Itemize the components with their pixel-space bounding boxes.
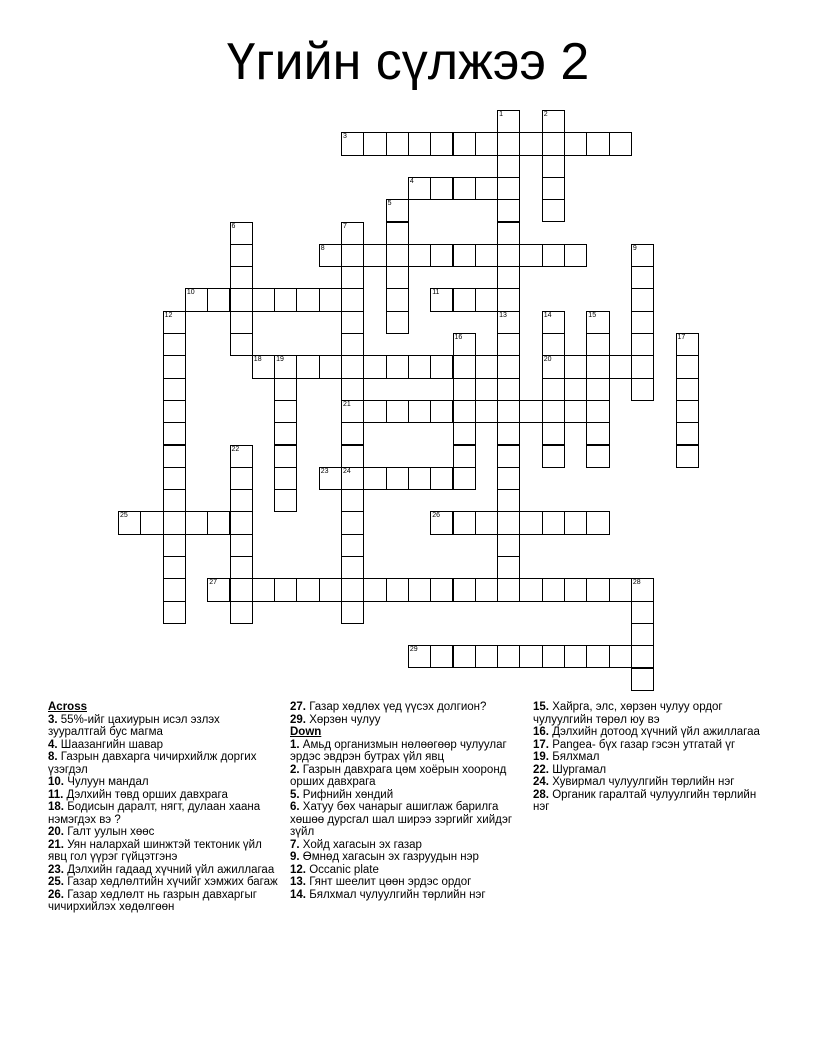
grid-cell (163, 400, 186, 423)
grid-cell (386, 288, 409, 311)
grid-cell (408, 244, 431, 267)
grid-cell (497, 422, 520, 445)
grid-cell (163, 556, 186, 579)
grid-cell (475, 400, 498, 423)
grid-cell (586, 311, 609, 334)
grid-cell (542, 333, 565, 356)
grid-cell (586, 378, 609, 401)
grid-cell (586, 645, 609, 668)
grid-cell (163, 311, 186, 334)
grid-cell (430, 177, 453, 200)
grid-cell (542, 355, 565, 378)
grid-cell (163, 378, 186, 401)
grid-cell (519, 400, 542, 423)
across-clue: 10. Чулуун мандал (48, 776, 149, 788)
grid-cell (453, 445, 476, 468)
grid-cell (230, 222, 253, 245)
grid-cell (430, 578, 453, 601)
grid-cell (386, 199, 409, 222)
grid-cell (430, 511, 453, 534)
clue-number: 24 (343, 467, 351, 475)
grid-cell (386, 355, 409, 378)
grid-cell (453, 333, 476, 356)
grid-cell (230, 311, 253, 334)
grid-cell (341, 400, 364, 423)
across-clue: 26. Газар хөдлөлт нь газрын давхаргыг чичирхийлэх хөдөлгөөн (48, 888, 257, 913)
grid-cell (185, 511, 208, 534)
grid-cell (341, 266, 364, 289)
grid-cell (453, 378, 476, 401)
across-clue: 4. Шаазангийн шавар (48, 738, 163, 751)
clue-number: 28 (632, 579, 641, 587)
grid-cell (564, 578, 587, 601)
grid-cell (497, 266, 520, 289)
grid-cell (341, 222, 364, 245)
grid-cell (453, 467, 476, 490)
down-clue: 22. Шургамал (533, 763, 607, 776)
grid-cell (430, 355, 453, 378)
grid-cell (341, 288, 364, 311)
grid-cell (609, 578, 632, 601)
grid-cell (542, 132, 565, 155)
grid-cell (497, 400, 520, 423)
grid-cell (519, 244, 542, 267)
across-clue: 3. 55%-ийг цахиурын исэл эзлэх зууралтгай бус магма (48, 713, 220, 738)
grid-cell (408, 578, 431, 601)
grid-cell (430, 132, 453, 155)
clue-number: 16 (454, 334, 463, 341)
grid-cell (430, 288, 453, 311)
grid-cell (408, 355, 431, 378)
grid-cell (363, 400, 386, 423)
grid-cell (453, 422, 476, 445)
grid-cell (274, 288, 297, 311)
grid-cell (586, 400, 609, 423)
grid-cell (453, 132, 476, 155)
grid-cell (341, 333, 364, 356)
grid-cell (564, 400, 587, 423)
clue-number: 21 (343, 400, 351, 408)
across-clue: 8. Газрын давхарга чичирхийлж доргих үзэгдэл (48, 751, 257, 776)
down-clue: 16. Дэлхийн дотоод хүчний үйл ажиллагаа (533, 726, 760, 738)
grid-cell (408, 177, 431, 200)
grid-cell (542, 378, 565, 401)
clue-number: 27 (209, 579, 217, 587)
clue-number: 14 (543, 311, 552, 319)
grid-cell (363, 467, 386, 490)
grid-cell (453, 400, 476, 423)
grid-cell (542, 511, 565, 534)
grid-cell (230, 333, 253, 356)
grid-cell (163, 489, 186, 512)
grid-cell (542, 177, 565, 200)
grid-cell (519, 511, 542, 534)
grid-cell (519, 132, 542, 155)
grid-cell (631, 668, 654, 691)
across-clue: 18. Бодисын даралт, нягт, дулаан хаана нэмэгдэх вэ ? (48, 801, 261, 826)
clue-number: 15 (588, 311, 597, 319)
page-title: Үгийн сүлжээ 2 (226, 33, 590, 91)
clue-number: 13 (499, 311, 507, 319)
grid-cell (319, 578, 342, 601)
grid-cell (564, 244, 587, 267)
grid-cell (542, 400, 565, 423)
clue-number: 3 (343, 133, 347, 141)
grid-cell (676, 378, 699, 401)
grid-cell (631, 355, 654, 378)
grid-cell (319, 288, 342, 311)
grid-cell (252, 578, 275, 601)
grid-cell (631, 623, 654, 646)
grid-cell (274, 378, 297, 401)
grid-cell (430, 467, 453, 490)
grid-cell (475, 511, 498, 534)
grid-cell (631, 288, 654, 311)
grid-cell (542, 578, 565, 601)
grid-cell (163, 467, 186, 490)
clue-number: 22 (231, 445, 240, 453)
grid-cell (274, 445, 297, 468)
grid-cell (230, 288, 253, 311)
grid-cell (296, 288, 319, 311)
clue-number: 19 (276, 356, 284, 364)
grid-cell (542, 445, 565, 468)
grid-cell (341, 534, 364, 557)
grid-cell (341, 378, 364, 401)
grid-cell (497, 177, 520, 200)
grid-cell (363, 244, 386, 267)
grid-cell (475, 177, 498, 200)
across-header: Across (48, 701, 87, 713)
grid-cell (497, 244, 520, 267)
clue-number: 26 (432, 512, 440, 520)
grid-cell (564, 355, 587, 378)
clue-number: 20 (543, 356, 552, 364)
across-clue: 23. Дэлхийн гадаад хүчний үйл ажиллагаа (48, 863, 275, 876)
grid-cell (230, 244, 253, 267)
grid-cell (341, 511, 364, 534)
grid-cell (609, 355, 632, 378)
across-clue: 11. Дэлхийн төвд орших давхрага (48, 788, 228, 801)
grid-cell (319, 467, 342, 490)
clue-number: 8 (320, 244, 325, 252)
grid-cell (676, 355, 699, 378)
grid-cell (631, 378, 654, 401)
grid-cell (207, 578, 230, 601)
grid-cell (386, 400, 409, 423)
grid-cell (497, 311, 520, 334)
clue-number: 7 (343, 222, 347, 230)
grid-cell (274, 578, 297, 601)
down-clue: 19. Бялхмал (533, 751, 600, 763)
grid-cell (586, 422, 609, 445)
clues-column-2 (290, 701, 522, 901)
down-clue: 5. Рифнийн хөндий (290, 788, 394, 801)
clues-column-3 (533, 701, 773, 814)
grid-cell (341, 311, 364, 334)
grid-cell (676, 445, 699, 468)
grid-cell (609, 645, 632, 668)
clue-number: 5 (387, 200, 392, 208)
grid-cell (453, 578, 476, 601)
clue-number: 11 (432, 289, 440, 297)
across-clue: 20. Галт уулын хөөс (48, 826, 155, 838)
grid-cell (207, 511, 230, 534)
down-clue: 13. Гянт шеелит цөөн эрдэс ордог (290, 876, 472, 888)
grid-cell (676, 400, 699, 423)
grid-cell (386, 578, 409, 601)
grid-cell (631, 244, 654, 267)
grid-cell (118, 511, 141, 534)
grid-cell (185, 288, 208, 311)
grid-cell (453, 511, 476, 534)
grid-cell (497, 378, 520, 401)
down-clue: 12. Occanic plate (290, 863, 379, 876)
grid-cell (408, 467, 431, 490)
grid-cell (676, 422, 699, 445)
grid-cell (542, 244, 565, 267)
grid-cell (296, 355, 319, 378)
grid-cell (453, 288, 476, 311)
grid-cell (230, 601, 253, 624)
grid-cell (274, 467, 297, 490)
grid-cell (475, 244, 498, 267)
grid-cell (586, 511, 609, 534)
grid-cell (386, 311, 409, 334)
clue-number: 4 (409, 177, 414, 185)
clue-number: 9 (632, 244, 637, 252)
down-clue: 17. Pangea- бүх газар гэсэн утгатай үг (533, 738, 736, 751)
clue-number: 2 (543, 111, 548, 118)
grid-cell (542, 645, 565, 668)
grid-cell (140, 511, 163, 534)
grid-cell (163, 578, 186, 601)
down-clue: 6. Хатуу бөх чанарыг ашиглаж барилга хөшөө дурсгал шал ширээ зэргийг хийдэг зүйл (290, 801, 513, 838)
down-header: Down (290, 726, 322, 738)
grid-cell (408, 132, 431, 155)
grid-cell (163, 355, 186, 378)
grid-cell (453, 177, 476, 200)
grid-cell (497, 132, 520, 155)
grid-cell (497, 467, 520, 490)
grid-cell (497, 155, 520, 178)
down-clue: 7. Хойд хагасын эх газар (290, 838, 422, 851)
grid-cell (564, 132, 587, 155)
grid-cell (497, 288, 520, 311)
grid-cell (475, 645, 498, 668)
grid-cell (341, 132, 364, 155)
grid-cell (163, 333, 186, 356)
grid-cell (497, 110, 520, 133)
grid-cell (475, 355, 498, 378)
grid-cell (230, 578, 253, 601)
grid-cell (542, 110, 565, 133)
grid-cell (430, 400, 453, 423)
grid-cell (230, 445, 253, 468)
grid-cell (274, 489, 297, 512)
clue-number: 23 (320, 467, 329, 475)
grid-cell (430, 244, 453, 267)
grid-cell (341, 556, 364, 579)
clue-number: 12 (164, 311, 173, 319)
grid-cell (386, 222, 409, 245)
grid-cell (341, 355, 364, 378)
grid-cell (586, 333, 609, 356)
grid-cell (163, 445, 186, 468)
grid-cell (475, 132, 498, 155)
grid-cell (230, 489, 253, 512)
grid-cell (341, 467, 364, 490)
down-clue: 24. Хувирмал чулуулгийн төрлийн нэг (533, 776, 735, 788)
clue-number: 10 (186, 289, 195, 297)
down-clue: 9. Өмнөд хагасын эх газруудын нэр (290, 851, 479, 863)
grid-cell (542, 199, 565, 222)
grid-cell (497, 578, 520, 601)
clue-number: 17 (677, 334, 686, 341)
grid-cell (341, 244, 364, 267)
grid-cell (631, 578, 654, 601)
grid-cell (341, 422, 364, 445)
grid-cell (230, 534, 253, 557)
grid-cell (363, 355, 386, 378)
grid-cell (631, 311, 654, 334)
grid-cell (497, 445, 520, 468)
grid-cell (453, 645, 476, 668)
across-clue: 21. Уян налархай шинжтэй тектоник үйл явц гол үүрэг гүйцэтгэнэ (48, 838, 262, 863)
grid-cell (230, 511, 253, 534)
grid-cell (542, 311, 565, 334)
grid-cell (453, 244, 476, 267)
down-clue: 15. Хайрга, элс, хөрзөн чулуу ордог чулуулгийн төрөл юу вэ (533, 701, 723, 726)
grid-cell (497, 222, 520, 245)
down-clue: 2. Газрын давхрага цөм хоёрын хооронд орших давхрага (290, 763, 507, 788)
grid-cell (386, 266, 409, 289)
grid-cell (163, 534, 186, 557)
grid-cell (631, 333, 654, 356)
grid-cell (408, 400, 431, 423)
grid-cell (519, 645, 542, 668)
grid-cell (386, 244, 409, 267)
grid-cell (252, 288, 275, 311)
grid-cell (341, 489, 364, 512)
grid-cell (631, 645, 654, 668)
down-clue: 14. Бялхмал чулуулгийн төрлийн нэг (290, 888, 486, 901)
grid-cell (475, 288, 498, 311)
grid-cell (453, 355, 476, 378)
grid-cell (497, 333, 520, 356)
grid-cell (676, 333, 699, 356)
across-clue: 27. Газар хөдлөх үед үүсэх долгион? (290, 701, 487, 713)
grid-cell (497, 355, 520, 378)
grid-cell (341, 601, 364, 624)
grid-cell (163, 601, 186, 624)
grid-cell (341, 445, 364, 468)
down-clue: 1. Амьд организмын нөлөөгөөр чулуулаг эрдэс эвдрэн бутрах үйл явц (290, 738, 507, 763)
across-clue: 25. Газар хөдлөлтийн хүчийг хэмжих багаж (48, 876, 278, 888)
grid-cell (274, 400, 297, 423)
grid-cell (163, 422, 186, 445)
grid-cell (497, 534, 520, 557)
clue-number: 25 (120, 512, 128, 520)
grid-cell (341, 578, 364, 601)
grid-cell (363, 132, 386, 155)
grid-cell (519, 578, 542, 601)
grid-cell (252, 355, 275, 378)
grid-cell (274, 422, 297, 445)
grid-cell (631, 601, 654, 624)
grid-cell (230, 467, 253, 490)
grid-cell (586, 132, 609, 155)
grid-cell (542, 155, 565, 178)
grid-cell (319, 244, 342, 267)
clues-column-1 (48, 701, 280, 914)
grid-cell (564, 511, 587, 534)
grid-cell (207, 288, 230, 311)
grid-cell (430, 645, 453, 668)
grid-cell (296, 578, 319, 601)
grid-cell (386, 467, 409, 490)
grid-cell (542, 422, 565, 445)
grid-cell (497, 511, 520, 534)
clue-number: 29 (409, 646, 418, 654)
grid-cell (609, 132, 632, 155)
grid-cell (230, 556, 253, 579)
grid-cell (319, 355, 342, 378)
grid-cell (230, 266, 253, 289)
grid-cell (631, 266, 654, 289)
grid-cell (163, 511, 186, 534)
grid-cell (386, 132, 409, 155)
clue-number: 1 (499, 111, 503, 118)
grid-cell (586, 445, 609, 468)
grid-cell (363, 578, 386, 601)
grid-cell (564, 645, 587, 668)
grid-cell (497, 645, 520, 668)
grid-cell (497, 199, 520, 222)
grid-cell (497, 556, 520, 579)
grid-cell (497, 489, 520, 512)
down-clue: 28. Органик гаралтай чулуулгийн төрлийн нэг (533, 788, 757, 813)
grid-cell (475, 578, 498, 601)
grid-cell (408, 645, 431, 668)
clue-number: 6 (231, 222, 236, 230)
clue-number: 18 (253, 356, 262, 364)
across-clue: 29. Хөрзөн чулуу (290, 713, 381, 726)
grid-cell (274, 355, 297, 378)
grid-cell (586, 578, 609, 601)
grid-cell (586, 355, 609, 378)
